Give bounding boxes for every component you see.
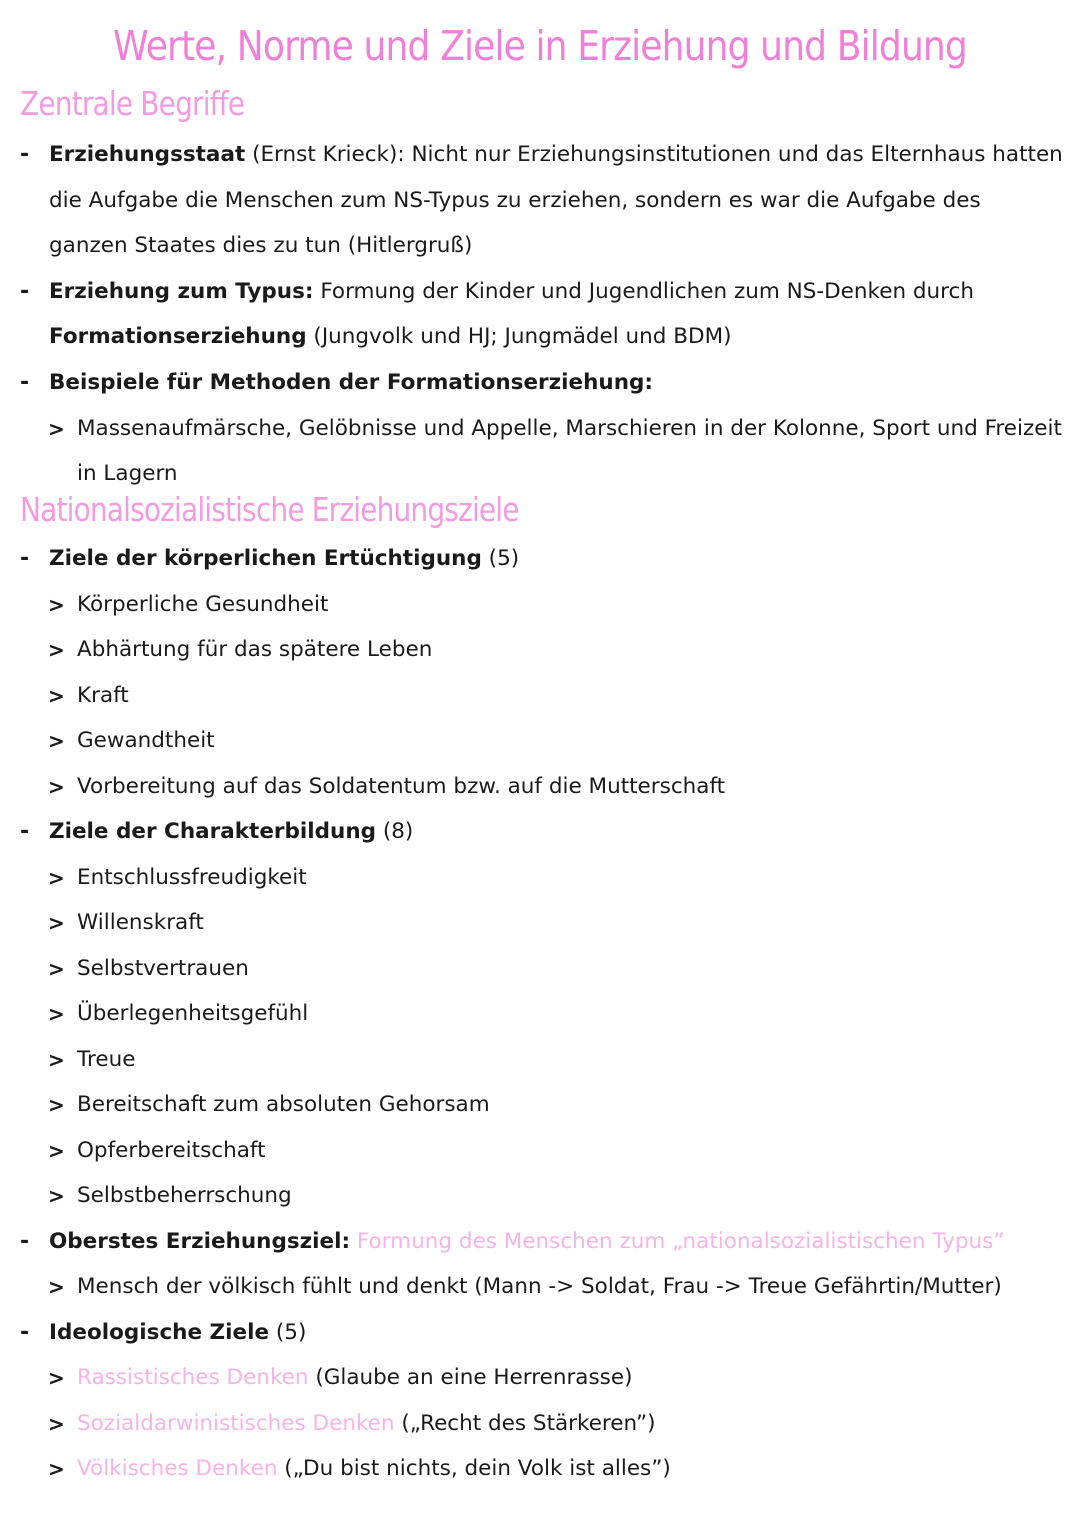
bullet-arrow: > <box>48 1275 65 1299</box>
bullet-dash: - <box>20 370 30 395</box>
section-heading-ns: Nationalsozialistische Erziehungsziele <box>20 490 519 529</box>
term: Formationserziehung <box>49 324 307 349</box>
bullet-dash: - <box>20 1320 30 1345</box>
sub-item: Willenskraft <box>77 910 204 935</box>
sub-item: Kraft <box>77 683 129 708</box>
sub-item-continuation: in Lagern <box>77 461 178 486</box>
term: Erziehungsstaat <box>49 142 246 167</box>
bullet-arrow: > <box>48 1457 65 1481</box>
definition: (Ernst Krieck): Nicht nur Erziehungsinstitutionen und das Elternhaus hatten <box>245 142 1063 167</box>
highlight: Rassistisches Denken <box>77 1365 309 1390</box>
list-item-continuation: die Aufgabe die Menschen zum NS-Typus zu erziehen, sondern es war die Aufgabe des <box>49 188 981 213</box>
bullet-dash: - <box>20 142 30 167</box>
sub-item: Gewandtheit <box>77 728 215 753</box>
sub-item: Vorbereitung auf das Soldatentum bzw. auf die Mutterschaft <box>77 774 726 799</box>
section-heading-zentrale: Zentrale Begriffe <box>20 84 245 123</box>
highlight: Sozialdarwinistisches Denken <box>77 1411 395 1436</box>
bullet-arrow: > <box>48 1002 65 1026</box>
bullet-arrow: > <box>48 1366 65 1390</box>
highlight: Völkisches Denken <box>77 1456 278 1481</box>
highlight: Formung des Menschen zum „nationalsozialistischen Typus” <box>350 1229 1005 1254</box>
definition: (Jungvolk und HJ; Jungmädel und BDM) <box>306 324 732 349</box>
term: Ziele der körperlichen Ertüchtigung <box>49 546 482 571</box>
bullet-arrow: > <box>48 1048 65 1072</box>
definition: Formung der Kinder und Jugendlichen zum NS-Denken durch <box>313 279 974 304</box>
explanation: („Du bist nichts, dein Volk ist alles”) <box>277 1456 671 1481</box>
bullet-dash: - <box>20 279 30 304</box>
bullet-arrow: > <box>48 866 65 890</box>
bullet-arrow: > <box>48 1184 65 1208</box>
bullet-arrow: > <box>48 417 65 441</box>
term: Erziehung zum Typus: <box>49 279 314 304</box>
bullet-arrow: > <box>48 729 65 753</box>
sub-item: Mensch der völkisch fühlt und denkt (Mann -> Soldat, Frau -> Treue Gefährtin/Mutter) <box>77 1274 1002 1299</box>
count: (5) <box>269 1320 307 1345</box>
sub-item: Abhärtung für das spätere Leben <box>77 637 433 662</box>
explanation: („Recht des Stärkeren”) <box>394 1411 656 1436</box>
list-item-charakter <box>49 817 413 847</box>
bullet-arrow: > <box>48 684 65 708</box>
sub-item: Selbstvertrauen <box>77 956 249 981</box>
bullet-arrow: > <box>48 1093 65 1117</box>
bullet-arrow: > <box>48 638 65 662</box>
count: (5) <box>481 546 520 571</box>
list-item-beispiele <box>49 368 653 398</box>
sub-item: Entschlussfreudigkeit <box>77 865 307 890</box>
term: Beispiele für Methoden der Formationserziehung: <box>49 370 653 395</box>
list-item-continuation: ganzen Staates dies zu tun (Hitlergruß) <box>49 233 473 258</box>
page-title: Werte, Norme und Ziele in Erziehung und Bildung <box>113 22 967 70</box>
sub-item: Opferbereitschaft <box>77 1138 266 1163</box>
bullet-dash: - <box>20 819 30 844</box>
sub-item: Treue <box>77 1047 136 1072</box>
list-item-koerper <box>49 544 519 574</box>
bullet-arrow: > <box>48 775 65 799</box>
sub-item: Bereitschaft zum absoluten Gehorsam <box>77 1092 490 1117</box>
bullet-arrow: > <box>48 593 65 617</box>
list-item-oberstes <box>49 1227 1004 1257</box>
bullet-arrow: > <box>48 957 65 981</box>
list-item-erziehungsstaat <box>49 140 1063 170</box>
sub-item: Überlegenheitsgefühl <box>77 1001 309 1026</box>
list-item-erziehung-zum-typus <box>49 277 974 307</box>
sub-item <box>77 1409 656 1439</box>
sub-item: Selbstbeherrschung <box>77 1183 292 1208</box>
sub-item: Körperliche Gesundheit <box>77 592 329 617</box>
term: Ideologische Ziele <box>49 1320 270 1345</box>
list-item-continuation <box>49 322 732 352</box>
bullet-arrow: > <box>48 1412 65 1436</box>
explanation: (Glaube an eine Herrenrasse) <box>308 1365 633 1390</box>
sub-item: Massenaufmärsche, Gelöbnisse und Appelle, Marschieren in der Kolonne, Sport und Freizeit <box>77 416 1062 441</box>
term: Oberstes Erziehungsziel: <box>49 1229 351 1254</box>
sub-item <box>77 1454 671 1484</box>
bullet-dash: - <box>20 1229 30 1254</box>
bullet-arrow: > <box>48 1139 65 1163</box>
bullet-arrow: > <box>48 911 65 935</box>
count: (8) <box>376 819 414 844</box>
sub-item <box>77 1363 633 1393</box>
bullet-dash: - <box>20 546 30 571</box>
list-item-ideologisch <box>49 1318 306 1348</box>
term: Ziele der Charakterbildung <box>49 819 377 844</box>
